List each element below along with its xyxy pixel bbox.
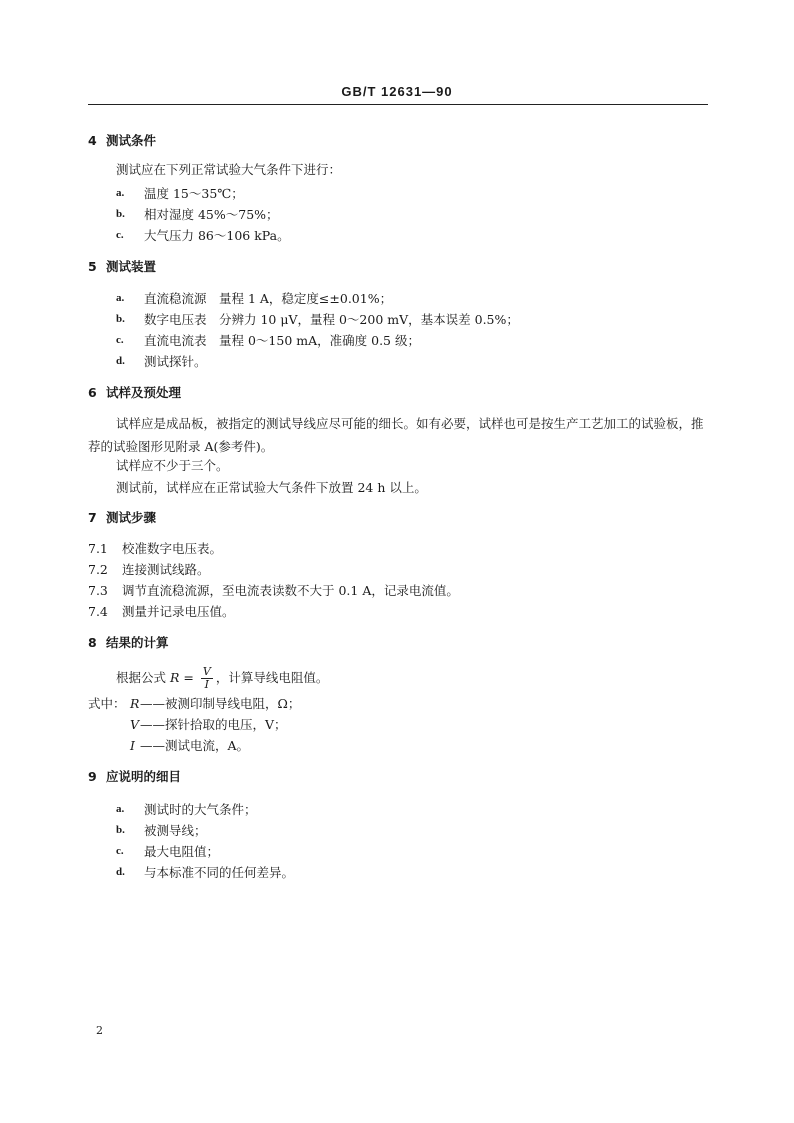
list-item: 被测导线； [144, 823, 207, 838]
list-item: 相对湿度 45%～75%； [144, 207, 279, 222]
list-marker: c. [116, 229, 124, 241]
step-number: 7.2 [88, 562, 108, 577]
section-number: 7 [88, 510, 97, 525]
variable-description: ——被测印制导线电阻，Ω； [140, 696, 301, 711]
formula-lhs: R [170, 670, 180, 685]
list-marker: b. [116, 313, 125, 325]
section-number: 5 [88, 259, 97, 274]
list-item: 温度 15～35℃； [144, 186, 244, 201]
list-marker: a. [116, 803, 125, 815]
list-marker: d. [116, 866, 125, 878]
list-marker: b. [116, 824, 125, 836]
formula-denominator: I [204, 678, 210, 691]
section-5-heading [88, 259, 156, 275]
section-7-heading [88, 510, 156, 526]
section-title: 测试装置 [106, 259, 157, 274]
section-6-paragraph: 试样应是成品板，被指定的测试导线应尽可能的细长。如有必要，试样也可是按生产工艺加工的试验板，推荐的试验图形见附录 A(参考件)。 [88, 416, 704, 454]
section-8-heading [88, 635, 169, 651]
section-number: 8 [88, 635, 97, 650]
section-number: 4 [88, 133, 97, 148]
formula-fraction [201, 666, 213, 691]
section-title: 测试条件 [106, 133, 157, 148]
step-number: 7.3 [88, 583, 108, 598]
section-6-paragraph: 测试前，试样应在正常试验大气条件下放置 24 h 以上。 [116, 480, 427, 495]
formula-line [116, 664, 328, 692]
step-text: 调节直流稳流源，至电流表读数不大于 0.1 A，记录电流值。 [122, 583, 459, 598]
list-item: 测试探针。 [144, 354, 207, 369]
variable-symbol: I [130, 738, 135, 753]
list-marker: c. [116, 845, 124, 857]
list-marker: c. [116, 334, 124, 346]
list-item: 与本标准不同的任何差异。 [144, 865, 295, 880]
formula-prefix: 根据公式 [116, 670, 167, 685]
variable-description: ——测试电流，A。 [140, 738, 250, 753]
formula-suffix: ，计算导线电阻值。 [215, 670, 329, 685]
where-label: 式中： [88, 696, 126, 711]
standard-header: GB/T 12631—90 [341, 84, 453, 99]
section-title: 测试步骤 [106, 510, 157, 525]
section-6-paragraph: 试样应不少于三个。 [116, 458, 229, 473]
section-9-heading [88, 769, 181, 785]
section-6-heading [88, 385, 181, 401]
list-marker: d. [116, 355, 125, 367]
formula-equals: = [183, 670, 194, 685]
section-number: 6 [88, 385, 97, 400]
step-text: 连接测试线路。 [122, 562, 210, 577]
header-rule [88, 104, 708, 105]
list-marker: a. [116, 187, 125, 199]
section-4-heading [88, 133, 156, 149]
list-item: 测试时的大气条件； [144, 802, 257, 817]
list-item: 数字电压表 分辨力 10 μV，量程 0～200 mV，基本误差 0.5%； [144, 312, 519, 327]
section-4-intro: 测试应在下列正常试验大气条件下进行： [116, 162, 342, 177]
step-number: 7.1 [88, 541, 108, 556]
list-item: 最大电阻值； [144, 844, 220, 859]
variable-symbol: R [130, 696, 140, 711]
page-number: 2 [96, 1024, 103, 1037]
step-text: 测量并记录电压值。 [122, 604, 235, 619]
section-title: 试样及预处理 [106, 385, 182, 400]
step-number: 7.4 [88, 604, 108, 619]
section-title: 结果的计算 [106, 635, 169, 650]
section-number: 9 [88, 769, 97, 784]
list-item: 大气压力 86～106 kPa。 [144, 228, 290, 243]
list-marker: b. [116, 208, 125, 220]
step-text: 校准数字电压表。 [122, 541, 223, 556]
list-item: 直流稳流源 量程 1 A，稳定度≤±0.01%； [144, 291, 393, 306]
variable-description: ——探针拾取的电压，V； [140, 717, 287, 732]
section-title: 应说明的细目 [106, 769, 182, 784]
list-marker: a. [116, 292, 125, 304]
formula-numerator: V [202, 665, 211, 678]
list-item: 直流电流表 量程 0～150 mA，准确度 0.5 级； [144, 333, 420, 348]
variable-symbol: V [130, 717, 140, 732]
